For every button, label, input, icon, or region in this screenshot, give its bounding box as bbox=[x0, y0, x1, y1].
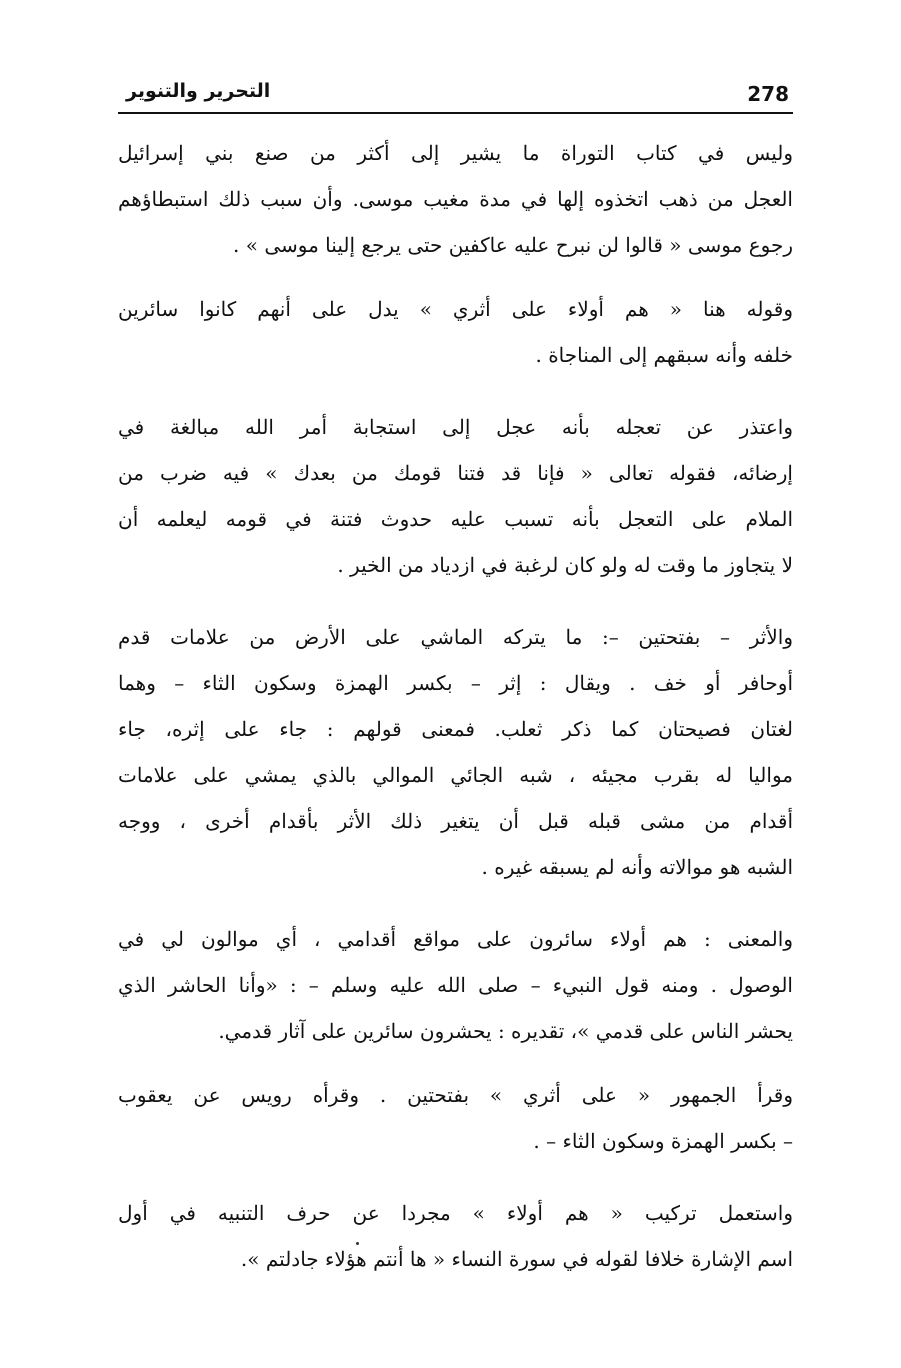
text-line: العجل من ذهب اتخذوه إلها في مدة مغيب موسى. وأن سبب ذلك استبطاؤهم bbox=[118, 187, 793, 211]
body-text bbox=[118, 130, 793, 1282]
text-line: لغتان فصيحتان كما ذكر ثعلب. فمعنى قولهم : جاء على إثره، جاء bbox=[118, 717, 793, 741]
text-line: مواليا له بقرب مجيئه ، شبه الجائي الموالي بالذي يمشي على علامات bbox=[118, 763, 793, 787]
running-title: التحرير والتنوير bbox=[126, 80, 271, 102]
paragraph bbox=[118, 916, 793, 1054]
text-line: أقدام من مشى قبله قبل أن يتغير ذلك الأثر بأقدام أخرى ، ووجه bbox=[118, 809, 793, 833]
text-line: لا يتجاوز ما وقت له ولو كان لرغبة في ازدياد من الخير . bbox=[337, 553, 793, 577]
text-line: وقوله هنا « هم أولاء على أثري » يدل على أنهم كانوا سائرين bbox=[118, 297, 793, 321]
text-line: رجوع موسى « قالوا لن نبرح عليه عاكفين حتى يرجع إلينا موسى » . bbox=[233, 233, 793, 257]
text-line: – بكسر الهمزة وسكون الثاء – . bbox=[533, 1129, 793, 1153]
text-line: يحشر الناس على قدمي »، تقديره : يحشرون سائرين على آثار قدمي. bbox=[218, 1019, 793, 1043]
paragraph bbox=[118, 614, 793, 890]
text-line: والأثر – بفتحتين –: ما يتركه الماشي على الأرض من علامات قدم bbox=[118, 625, 793, 649]
text-line: الشبه هو موالاته وأنه لم يسبقه غيره . bbox=[481, 855, 793, 879]
text-line: أوحافر أو خف . ويقال : إثر – بكسر الهمزة وسكون الثاء – وهما bbox=[118, 671, 793, 695]
paragraph bbox=[118, 404, 793, 588]
page-number: 278 bbox=[747, 82, 789, 106]
paragraph bbox=[118, 1072, 793, 1164]
paragraph bbox=[118, 286, 793, 378]
text-line: الملام على التعجل بأنه تسبب عليه حدوث فتنة في قومه ليعلمه أن bbox=[118, 507, 793, 531]
text-line: واستعمل تركيب « هم أولاء » مجردا عن حرف التنبيه في أول bbox=[118, 1201, 793, 1225]
paragraph bbox=[118, 1190, 793, 1282]
page-header bbox=[118, 78, 793, 114]
text-line: وليس في كتاب التوراة ما يشير إلى أكثر من صنع بني إسرائيل bbox=[118, 141, 793, 165]
text-line: والمعنى : هم أولاء سائرون على مواقع أقدامي ، أي موالون لي في bbox=[118, 927, 793, 951]
text-line: إرضائه، فقوله تعالى « فإنا قد فتنا قومك من بعدك » فيه ضرب من bbox=[118, 461, 793, 485]
paragraph bbox=[118, 130, 793, 268]
ink-speck bbox=[356, 1242, 359, 1245]
text-line: الوصول . ومنه قول النبيء – صلى الله عليه وسلم – : «وأنا الحاشر الذي bbox=[118, 973, 793, 997]
text-line: وقرأ الجمهور « على أثري » بفتحتين . وقرأه رويس عن يعقوب bbox=[118, 1083, 793, 1107]
text-line: واعتذر عن تعجله بأنه عجل إلى استجابة أمر الله مبالغة في bbox=[118, 415, 793, 439]
text-line: خلفه وأنه سبقهم إلى المناجاة . bbox=[535, 343, 793, 367]
text-line: اسم الإشارة خلافا لقوله في سورة النساء « ها أنتم هؤلاء جادلتم ». bbox=[240, 1247, 793, 1271]
